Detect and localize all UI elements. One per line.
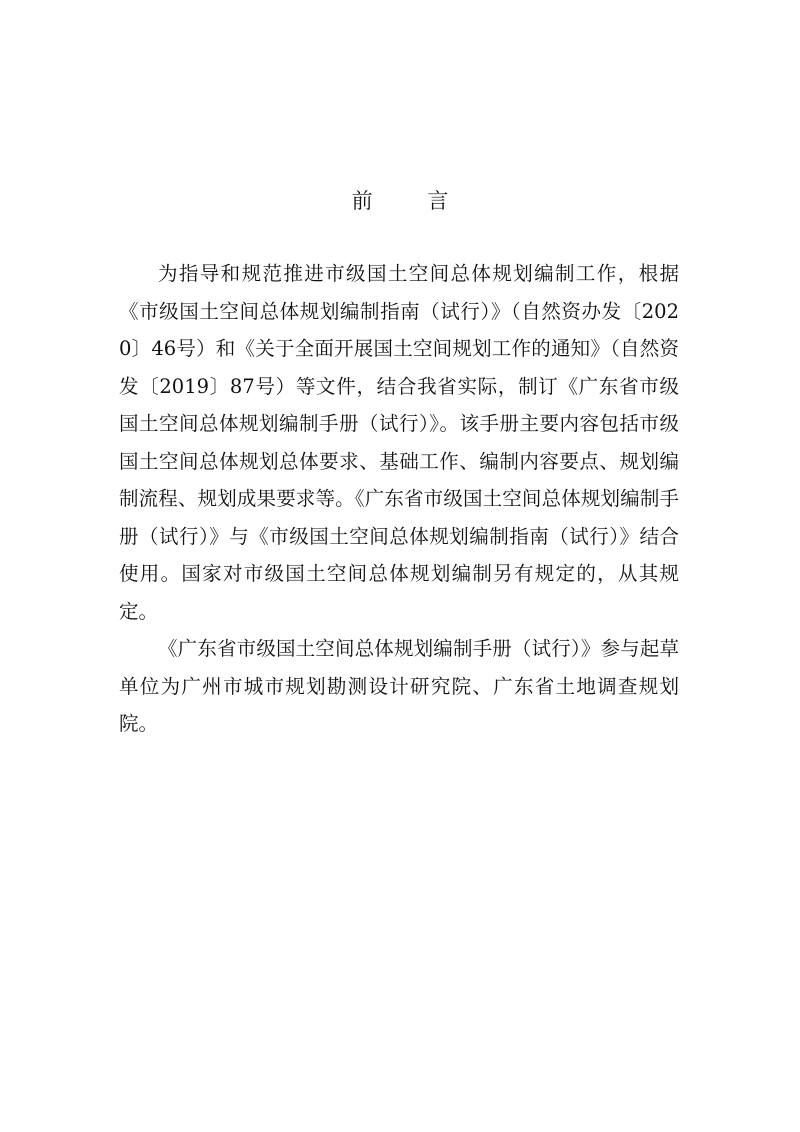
document-body <box>119 255 679 743</box>
paragraph-preface: 为指导和规范推进市级国土空间总体规划编制工作，根据《市级国土空间总体规划编制指南（试行）》（自然资办发〔2020〕46号）和《关于全面开展国土空间规划工作的通知》（自然资发〔2019〕87号）等文件，结合我省实际，制订《广东省市级国土空间总体规划编制手册（试行）》。该手册主要内容包括市级国土空间总体规划总体要求、基础工作、编制内容要点、规划编制流程、规划成果要求等。《广东省市级国土空间总体规划编制手册（试行）》与《市级国土空间总体规划编制指南（试行）》结合使用。国家对市级国土空间总体规划编制另有规定的，从其规定。 <box>119 262 679 623</box>
page-title: 前 言 <box>351 189 473 213</box>
paragraph-drafting-units: 《广东省市级国土空间总体规划编制手册（试行）》参与起草单位为广州市城市规划勘测设计研究院、广东省土地调查规划院。 <box>119 637 679 735</box>
